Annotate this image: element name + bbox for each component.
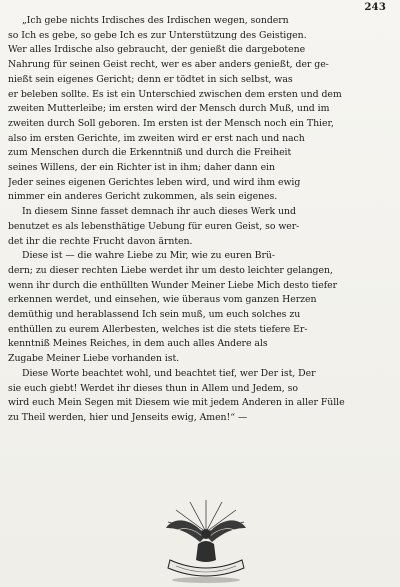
text-line: demüthig und herablassend Ich sein muß, um euch solches zu [8, 309, 301, 321]
text-line: Zugabe Meiner Liebe vorhanden ist. [8, 353, 180, 365]
text-line: Nahrung für seinen Geist recht, wer es aber anders genießt, der ge- [8, 59, 329, 71]
paragraph [8, 205, 390, 249]
text-line: Diese Worte beachtet wohl, und beachtet tief, wer Der ist, Der [22, 367, 316, 379]
text-line: nießt sein eigenes Gericht; denn er tödtet in sich selbst, was [8, 73, 293, 85]
text-line: so Ich es gebe, so gebe Ich es zur Unterstützung des Geistigen. [8, 29, 307, 41]
text-line: erkennen werdet, und einsehen, wie überaus vom ganzen Herzen [8, 294, 317, 306]
text-line: benutzet es als lebensthätige Uebung für euren Geist, so wer- [8, 220, 300, 232]
paragraph [8, 249, 390, 367]
text-line: wird euch Mein Segen mit Diesem wie mit jedem Anderen in aller Fülle [8, 397, 345, 409]
text-line: det ihr die rechte Frucht davon ärnten. [8, 235, 193, 247]
winged-angel-emblem-icon [160, 498, 252, 584]
page-number: 243 [364, 2, 386, 13]
text-line: zweiten durch Soll geboren. Im ersten ist der Mensch noch ein Thier, [8, 117, 334, 129]
paragraph [8, 367, 390, 426]
text-line: nimmer ein anderes Gericht zukommen, als sein eigenes. [8, 191, 278, 203]
text-line: zu Theil werden, hier und Jenseits ewig, Amen!“ — [8, 411, 248, 423]
text-line: zum Menschen durch die Erkenntniß und durch die Freiheit [8, 147, 292, 159]
text-line: wenn ihr durch die enthüllten Wunder Meiner Liebe Mich desto tiefer [8, 279, 338, 291]
text-line: also im ersten Gerichte, im zweiten wird er erst nach und nach [8, 132, 305, 144]
text-line: zweiten Mutterleibe; im ersten wird der Mensch durch Muß, und im [8, 103, 330, 115]
text-line: seines Willens, der ein Richter ist in ihm; daher dann ein [8, 162, 275, 174]
text-line: Jeder seines eigenen Gerichtes leben wird, und wird ihm ewig [8, 176, 301, 188]
body-text [8, 14, 390, 426]
text-line: enthüllen zu eurem Allerbesten, welches ist die stets tiefere Er- [8, 323, 308, 335]
paragraph [8, 14, 390, 205]
text-line: dern; zu dieser rechten Liebe werdet ihr um desto leichter gelangen, [8, 264, 333, 276]
text-line: er beleben sollte. Es ist ein Unterschied zwischen dem ersten und dem [8, 88, 342, 100]
text-line: sie euch giebt! Werdet ihr dieses thun in Allem und Jedem, so [8, 382, 298, 394]
text-line: In diesem Sinne fasset demnach ihr auch dieses Werk und [22, 206, 296, 218]
text-line: kenntniß Meines Reiches, in dem auch alles Andere als [8, 338, 268, 350]
text-line: Wer alles Irdische also gebraucht, der genießt die dargebotene [8, 44, 306, 56]
text-line: „Ich gebe nichts Irdisches des Irdischen wegen, sondern [22, 15, 289, 26]
text-line: Diese ist — die wahre Liebe zu Mir, wie zu euren Brü- [22, 250, 275, 262]
